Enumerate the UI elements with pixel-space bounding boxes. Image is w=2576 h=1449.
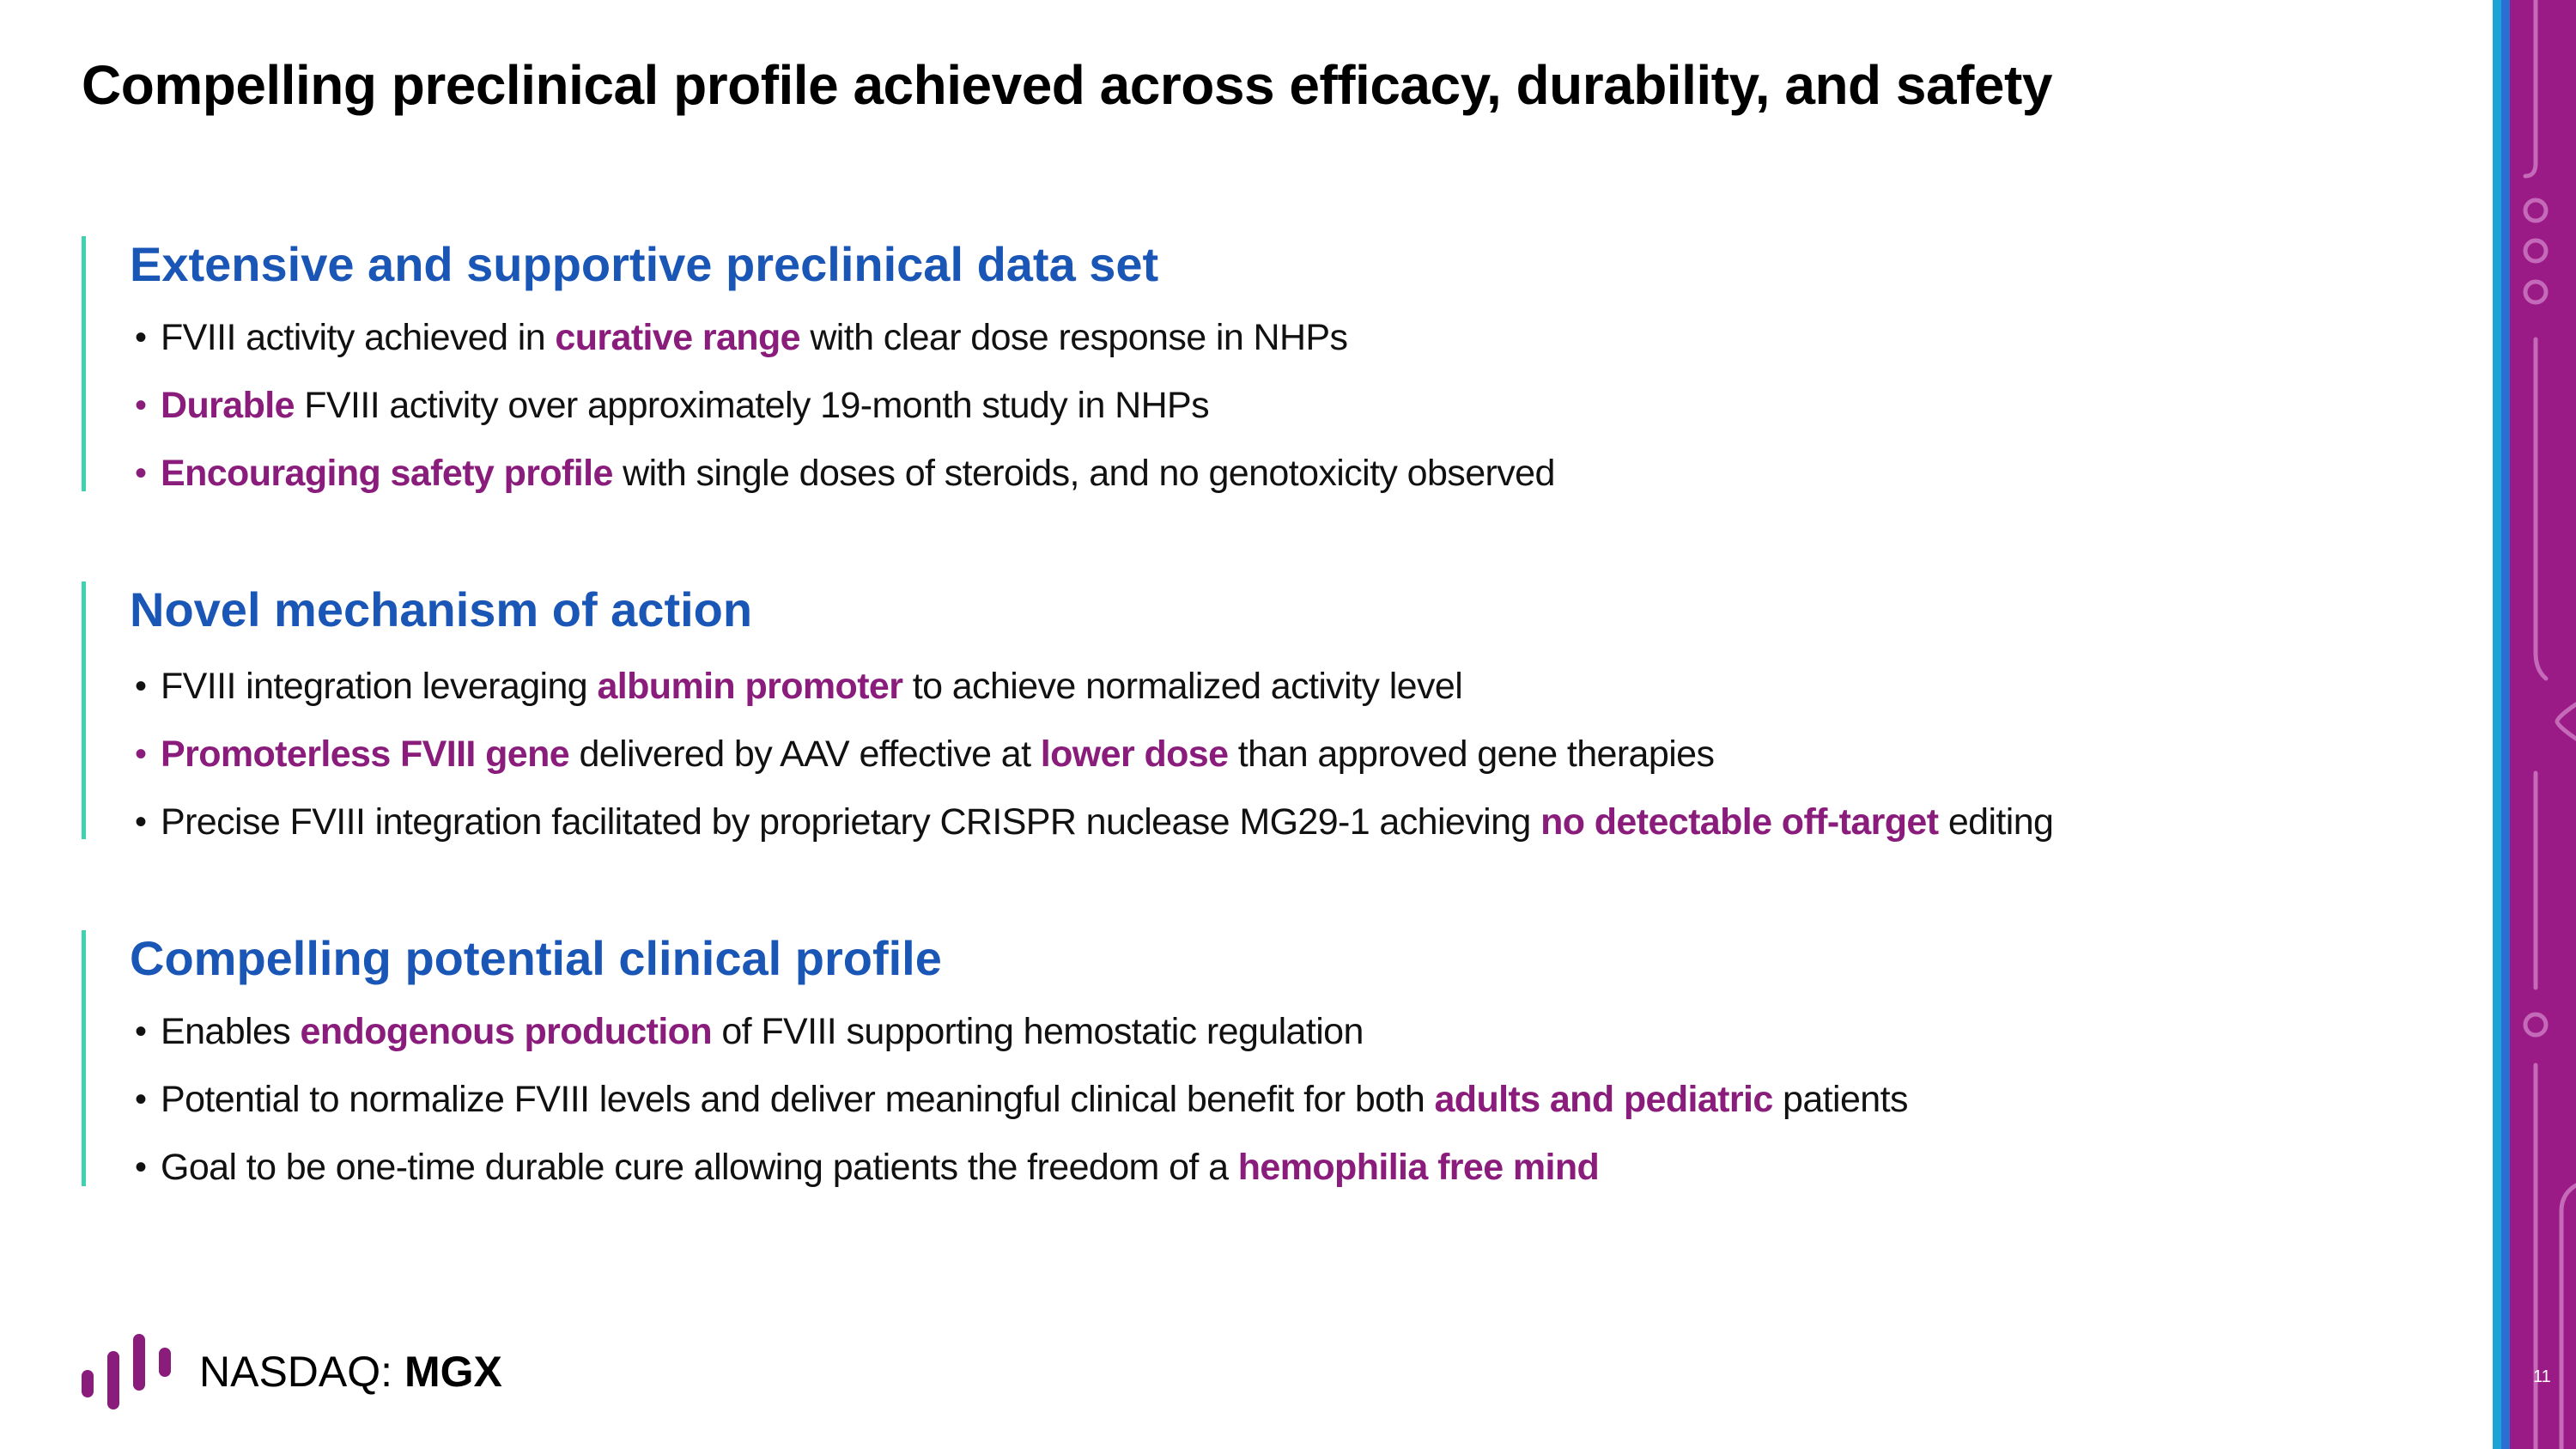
- bullet-list: [135, 1009, 1908, 1213]
- bullet-dot-icon: •: [135, 1013, 147, 1050]
- bullet-dot-icon: •: [135, 667, 147, 705]
- bullet-text: delivered by AAV effective at: [569, 734, 1041, 775]
- bullet-highlight: Encouraging safety profile: [161, 453, 613, 494]
- bullet-dot-icon: •: [135, 803, 147, 841]
- bullet-dot-icon: •: [135, 1081, 147, 1118]
- ticker-label: [199, 1347, 502, 1397]
- bullet-text: FVIII activity over approximately 19-month study in NHPs: [294, 385, 1209, 426]
- bullet-text: FVIII integration leveraging: [161, 666, 598, 707]
- bullet-item: [135, 1009, 1908, 1077]
- bullet-dot-icon: •: [135, 319, 147, 356]
- section-accent-bar: [82, 581, 86, 839]
- bullet-text: editing: [1938, 801, 2054, 843]
- bullet-list: [135, 315, 1555, 519]
- bullet-item: [135, 1145, 1908, 1213]
- slide-title: Compelling preclinical profile achieved across efficacy, durability, and safety: [82, 54, 2052, 116]
- bullet-text: with clear dose response in NHPs: [799, 317, 1348, 358]
- bullet-list: [135, 664, 2053, 868]
- page-number: 11: [2533, 1367, 2551, 1386]
- bullet-text: than approved gene therapies: [1228, 734, 1715, 775]
- bullet-item: [135, 451, 1555, 519]
- section-heading: Extensive and supportive preclinical data set: [130, 237, 1159, 291]
- bullet-highlight: lower dose: [1040, 734, 1229, 775]
- bullet-item: [135, 732, 2053, 800]
- bullet-highlight: hemophilia free mind: [1237, 1147, 1600, 1188]
- bullet-dot-icon: •: [135, 1148, 147, 1186]
- bullet-item: [135, 315, 1555, 383]
- bullet-text: of FVIII supporting hemostatic regulation: [712, 1011, 1364, 1052]
- bullet-item: [135, 800, 2053, 868]
- bullet-text: FVIII activity achieved in: [161, 317, 556, 358]
- exchange-name: NASDAQ:: [199, 1348, 393, 1396]
- bullet-text: with single doses of steroids, and no genotoxicity observed: [612, 453, 1555, 494]
- section-accent-bar: [82, 236, 86, 491]
- bullet-item: [135, 1077, 1908, 1145]
- bullet-item: [135, 664, 2053, 732]
- bullet-text: to achieve normalized activity level: [902, 666, 1463, 707]
- section-accent-bar: [82, 930, 86, 1186]
- bullet-text: Potential to normalize FVIII levels and deliver meaningful clinical benefit for both: [161, 1079, 1435, 1120]
- bullet-text: Precise FVIII integration facilitated by proprietary CRISPR nuclease MG29-1 achieving: [161, 801, 1541, 843]
- bullet-highlight: Promoterless FVIII gene: [161, 734, 570, 775]
- ticker-symbol: MGX: [404, 1348, 502, 1396]
- bullet-highlight: adults and pediatric: [1434, 1079, 1773, 1120]
- section-heading: Novel mechanism of action: [130, 582, 753, 636]
- bullet-text: patients: [1772, 1079, 1908, 1120]
- bullet-highlight: endogenous production: [300, 1011, 713, 1052]
- bullet-highlight: Durable: [161, 385, 295, 426]
- bullet-highlight: albumin promoter: [597, 666, 903, 707]
- bullet-dot-icon: •: [135, 735, 147, 773]
- bullet-item: [135, 383, 1555, 451]
- circuit-pattern-icon: [2493, 0, 2576, 1449]
- decorative-side-band: [2493, 0, 2576, 1449]
- bullet-highlight: curative range: [555, 317, 800, 358]
- bullet-dot-icon: •: [135, 454, 147, 492]
- bullet-dot-icon: •: [135, 387, 147, 424]
- company-logo-icon: [79, 1331, 173, 1410]
- bullet-text: Goal to be one-time durable cure allowing patients the freedom of a: [161, 1147, 1238, 1188]
- bullet-text: Enables: [161, 1011, 301, 1052]
- section-heading: Compelling potential clinical profile: [130, 931, 942, 985]
- bullet-highlight: no detectable off-target: [1540, 801, 1939, 843]
